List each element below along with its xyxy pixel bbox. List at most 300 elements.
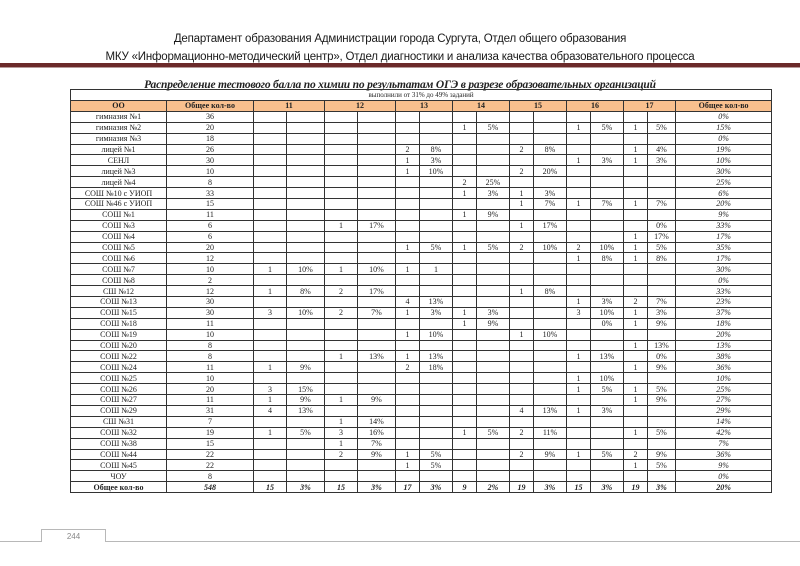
score-15-percent bbox=[534, 133, 567, 144]
score-15-count bbox=[510, 177, 534, 188]
table-row bbox=[71, 405, 772, 416]
col-header-12: 12 bbox=[325, 101, 396, 112]
score-13-count bbox=[396, 220, 420, 231]
score-15-percent bbox=[534, 340, 567, 351]
org-name: СОШ №46 с УИОП bbox=[71, 199, 167, 210]
score-14-count bbox=[453, 384, 477, 395]
score-16-percent: 5% bbox=[591, 384, 624, 395]
org-name: лицей №4 bbox=[71, 177, 167, 188]
table-row bbox=[71, 471, 772, 482]
score-15-count bbox=[510, 264, 534, 275]
org-name: лицей №3 bbox=[71, 166, 167, 177]
score-11-count: 1 bbox=[254, 395, 287, 406]
score-13-count bbox=[396, 231, 420, 242]
table-row bbox=[71, 318, 772, 329]
score-11-count bbox=[254, 460, 287, 471]
score-12-count bbox=[325, 209, 358, 220]
score-14-count: 1 bbox=[453, 427, 477, 438]
score-15-percent bbox=[534, 275, 567, 286]
score-15-count: 19 bbox=[510, 482, 534, 493]
score-17-count bbox=[624, 220, 648, 231]
score-15-count bbox=[510, 460, 534, 471]
score-14-count bbox=[453, 286, 477, 297]
score-14-percent bbox=[477, 362, 510, 373]
score-13-percent bbox=[420, 395, 453, 406]
score-12-percent bbox=[358, 111, 396, 122]
score-14-count bbox=[453, 253, 477, 264]
score-12-percent bbox=[358, 177, 396, 188]
score-11-percent bbox=[287, 166, 325, 177]
score-15-percent bbox=[534, 395, 567, 406]
score-17-percent: 13% bbox=[648, 340, 676, 351]
score-12-count bbox=[325, 318, 358, 329]
table-row bbox=[71, 122, 772, 133]
score-16-percent: 10% bbox=[591, 373, 624, 384]
student-count: 33 bbox=[167, 188, 254, 199]
score-11-count: 1 bbox=[254, 362, 287, 373]
score-15-percent: 8% bbox=[534, 144, 567, 155]
score-14-percent bbox=[477, 416, 510, 427]
score-12-count bbox=[325, 177, 358, 188]
score-11-count bbox=[254, 231, 287, 242]
score-17-count: 1 bbox=[624, 318, 648, 329]
score-14-percent bbox=[477, 155, 510, 166]
score-16-percent bbox=[591, 438, 624, 449]
org-name: СОШ №15 bbox=[71, 307, 167, 318]
score-13-percent: 3% bbox=[420, 482, 453, 493]
table-row bbox=[71, 286, 772, 297]
score-17-percent bbox=[648, 471, 676, 482]
score-11-percent bbox=[287, 144, 325, 155]
score-13-count bbox=[396, 405, 420, 416]
table-row bbox=[71, 362, 772, 373]
score-13-count bbox=[396, 416, 420, 427]
score-16-percent: 5% bbox=[591, 122, 624, 133]
overall-percent: 9% bbox=[676, 209, 772, 220]
score-12-percent bbox=[358, 209, 396, 220]
score-15-percent bbox=[534, 362, 567, 373]
score-11-percent bbox=[287, 220, 325, 231]
score-17-count: 1 bbox=[624, 362, 648, 373]
score-13-percent bbox=[420, 427, 453, 438]
score-13-count bbox=[396, 253, 420, 264]
overall-percent: 20% bbox=[676, 329, 772, 340]
score-15-percent: 10% bbox=[534, 329, 567, 340]
student-count: 15 bbox=[167, 199, 254, 210]
table-row bbox=[71, 416, 772, 427]
score-13-count: 1 bbox=[396, 351, 420, 362]
student-count: 7 bbox=[167, 416, 254, 427]
student-count: 11 bbox=[167, 362, 254, 373]
score-15-percent bbox=[534, 373, 567, 384]
score-14-count bbox=[453, 449, 477, 460]
student-count: 12 bbox=[167, 286, 254, 297]
org-name: СОШ №4 bbox=[71, 231, 167, 242]
score-16-count: 1 bbox=[567, 253, 591, 264]
score-11-percent: 10% bbox=[287, 264, 325, 275]
score-12-count: 2 bbox=[325, 307, 358, 318]
score-12-percent: 17% bbox=[358, 286, 396, 297]
score-12-percent: 3% bbox=[358, 482, 396, 493]
org-name: СОШ №3 bbox=[71, 220, 167, 231]
score-12-count: 15 bbox=[325, 482, 358, 493]
table-row bbox=[71, 242, 772, 253]
score-12-count: 1 bbox=[325, 264, 358, 275]
score-17-percent: 5% bbox=[648, 460, 676, 471]
score-16-percent: 3% bbox=[591, 297, 624, 308]
score-14-percent: 5% bbox=[477, 427, 510, 438]
score-12-percent bbox=[358, 275, 396, 286]
score-15-count bbox=[510, 438, 534, 449]
score-12-percent bbox=[358, 144, 396, 155]
score-13-count bbox=[396, 111, 420, 122]
score-17-count bbox=[624, 264, 648, 275]
score-14-percent bbox=[477, 438, 510, 449]
score-15-count bbox=[510, 340, 534, 351]
score-14-count bbox=[453, 405, 477, 416]
score-16-percent bbox=[591, 362, 624, 373]
score-13-percent: 18% bbox=[420, 362, 453, 373]
table-row bbox=[71, 307, 772, 318]
score-17-percent bbox=[648, 133, 676, 144]
score-14-percent bbox=[477, 253, 510, 264]
score-15-count bbox=[510, 373, 534, 384]
score-14-percent bbox=[477, 471, 510, 482]
score-12-percent: 16% bbox=[358, 427, 396, 438]
overall-percent: 36% bbox=[676, 362, 772, 373]
score-15-percent bbox=[534, 231, 567, 242]
score-11-count bbox=[254, 155, 287, 166]
score-12-count bbox=[325, 340, 358, 351]
score-15-percent bbox=[534, 297, 567, 308]
score-11-count bbox=[254, 199, 287, 210]
score-17-percent bbox=[648, 373, 676, 384]
score-13-count bbox=[396, 209, 420, 220]
score-17-percent bbox=[648, 329, 676, 340]
org-name: СОШ №22 bbox=[71, 351, 167, 362]
score-14-count bbox=[453, 395, 477, 406]
col-header-11: 11 bbox=[254, 101, 325, 112]
score-17-percent bbox=[648, 111, 676, 122]
table-row bbox=[71, 231, 772, 242]
score-13-percent bbox=[420, 111, 453, 122]
score-17-percent: 3% bbox=[648, 482, 676, 493]
score-13-percent bbox=[420, 209, 453, 220]
score-16-count bbox=[567, 231, 591, 242]
score-13-percent bbox=[420, 416, 453, 427]
score-11-count bbox=[254, 438, 287, 449]
score-13-percent bbox=[420, 122, 453, 133]
score-12-count bbox=[325, 133, 358, 144]
score-14-count bbox=[453, 144, 477, 155]
table-header-row bbox=[71, 101, 772, 112]
student-count: 8 bbox=[167, 471, 254, 482]
score-13-count: 2 bbox=[396, 144, 420, 155]
score-12-percent bbox=[358, 122, 396, 133]
score-11-count: 15 bbox=[254, 482, 287, 493]
score-13-percent bbox=[420, 438, 453, 449]
score-15-percent: 8% bbox=[534, 286, 567, 297]
score-15-count bbox=[510, 362, 534, 373]
overall-percent: 10% bbox=[676, 373, 772, 384]
score-13-count: 1 bbox=[396, 166, 420, 177]
score-16-count: 1 bbox=[567, 297, 591, 308]
score-11-percent bbox=[287, 155, 325, 166]
score-17-count bbox=[624, 351, 648, 362]
overall-percent: 25% bbox=[676, 177, 772, 188]
score-12-count bbox=[325, 373, 358, 384]
score-11-count bbox=[254, 275, 287, 286]
score-16-percent: 3% bbox=[591, 482, 624, 493]
score-14-count bbox=[453, 133, 477, 144]
score-15-percent: 13% bbox=[534, 405, 567, 416]
score-12-percent bbox=[358, 231, 396, 242]
score-12-percent: 7% bbox=[358, 307, 396, 318]
score-17-percent: 5% bbox=[648, 122, 676, 133]
score-12-count bbox=[325, 405, 358, 416]
score-14-count bbox=[453, 231, 477, 242]
score-15-percent bbox=[534, 307, 567, 318]
score-14-percent bbox=[477, 329, 510, 340]
score-17-percent bbox=[648, 188, 676, 199]
score-16-count: 15 bbox=[567, 482, 591, 493]
student-count: 15 bbox=[167, 438, 254, 449]
score-14-count bbox=[453, 275, 477, 286]
table-row bbox=[71, 438, 772, 449]
score-14-count bbox=[453, 362, 477, 373]
col-header-13: 13 bbox=[396, 101, 453, 112]
score-13-percent bbox=[420, 405, 453, 416]
score-11-percent bbox=[287, 275, 325, 286]
score-11-percent bbox=[287, 133, 325, 144]
score-11-percent: 9% bbox=[287, 362, 325, 373]
score-15-count bbox=[510, 384, 534, 395]
score-17-count: 1 bbox=[624, 122, 648, 133]
score-17-percent: 17% bbox=[648, 231, 676, 242]
score-11-count bbox=[254, 209, 287, 220]
student-count: 22 bbox=[167, 460, 254, 471]
score-17-percent: 3% bbox=[648, 155, 676, 166]
score-15-count bbox=[510, 209, 534, 220]
score-17-percent bbox=[648, 264, 676, 275]
score-14-percent bbox=[477, 231, 510, 242]
score-13-count bbox=[396, 340, 420, 351]
score-17-percent bbox=[648, 275, 676, 286]
score-13-percent bbox=[420, 199, 453, 210]
score-17-count bbox=[624, 416, 648, 427]
score-16-percent bbox=[591, 427, 624, 438]
score-11-percent: 8% bbox=[287, 286, 325, 297]
score-12-count bbox=[325, 155, 358, 166]
score-14-count bbox=[453, 166, 477, 177]
overall-percent: 0% bbox=[676, 111, 772, 122]
score-11-count bbox=[254, 297, 287, 308]
score-13-count bbox=[396, 318, 420, 329]
totals-row bbox=[71, 482, 772, 493]
score-17-count: 1 bbox=[624, 460, 648, 471]
score-12-percent: 9% bbox=[358, 449, 396, 460]
score-15-count bbox=[510, 253, 534, 264]
score-11-count bbox=[254, 449, 287, 460]
score-16-percent: 10% bbox=[591, 242, 624, 253]
score-17-count: 1 bbox=[624, 144, 648, 155]
org-name: СОШ №32 bbox=[71, 427, 167, 438]
table-row bbox=[71, 329, 772, 340]
page-number: 244 bbox=[41, 529, 106, 542]
col-header-overall: Общее кол-во bbox=[676, 101, 772, 112]
score-16-count bbox=[567, 111, 591, 122]
score-14-count bbox=[453, 351, 477, 362]
student-count: 20 bbox=[167, 242, 254, 253]
score-15-percent bbox=[534, 460, 567, 471]
overall-percent: 6% bbox=[676, 188, 772, 199]
score-15-count: 1 bbox=[510, 220, 534, 231]
score-17-percent: 9% bbox=[648, 362, 676, 373]
score-14-percent: 25% bbox=[477, 177, 510, 188]
score-13-count: 1 bbox=[396, 307, 420, 318]
score-13-count: 1 bbox=[396, 449, 420, 460]
score-12-percent: 9% bbox=[358, 395, 396, 406]
score-16-count: 1 bbox=[567, 384, 591, 395]
score-16-count bbox=[567, 166, 591, 177]
score-11-count: 1 bbox=[254, 264, 287, 275]
score-15-count: 4 bbox=[510, 405, 534, 416]
score-14-percent bbox=[477, 351, 510, 362]
score-16-percent bbox=[591, 166, 624, 177]
score-17-count bbox=[624, 177, 648, 188]
overall-percent: 37% bbox=[676, 307, 772, 318]
score-16-count bbox=[567, 438, 591, 449]
score-15-percent bbox=[534, 384, 567, 395]
score-16-percent bbox=[591, 177, 624, 188]
score-17-percent bbox=[648, 416, 676, 427]
score-11-percent bbox=[287, 297, 325, 308]
score-11-count: 1 bbox=[254, 286, 287, 297]
overall-percent: 25% bbox=[676, 384, 772, 395]
student-count: 18 bbox=[167, 133, 254, 144]
score-17-percent: 7% bbox=[648, 199, 676, 210]
score-12-percent bbox=[358, 329, 396, 340]
score-12-count bbox=[325, 231, 358, 242]
score-14-count bbox=[453, 155, 477, 166]
score-13-count bbox=[396, 373, 420, 384]
score-13-percent bbox=[420, 177, 453, 188]
table-row bbox=[71, 155, 772, 166]
student-count: 8 bbox=[167, 177, 254, 188]
score-11-count bbox=[254, 177, 287, 188]
score-13-percent: 3% bbox=[420, 155, 453, 166]
table-row bbox=[71, 220, 772, 231]
score-15-count bbox=[510, 318, 534, 329]
score-11-count bbox=[254, 253, 287, 264]
score-12-percent bbox=[358, 405, 396, 416]
score-13-count: 1 bbox=[396, 242, 420, 253]
score-12-percent bbox=[358, 297, 396, 308]
score-16-count: 1 bbox=[567, 155, 591, 166]
overall-percent: 35% bbox=[676, 242, 772, 253]
overall-percent: 30% bbox=[676, 166, 772, 177]
score-13-percent: 8% bbox=[420, 144, 453, 155]
score-11-count bbox=[254, 133, 287, 144]
score-14-count: 9 bbox=[453, 482, 477, 493]
overall-percent: 17% bbox=[676, 231, 772, 242]
table-row bbox=[71, 275, 772, 286]
score-11-percent bbox=[287, 329, 325, 340]
score-14-percent bbox=[477, 166, 510, 177]
score-12-count: 1 bbox=[325, 395, 358, 406]
overall-percent: 30% bbox=[676, 264, 772, 275]
org-name: гимназия №3 bbox=[71, 133, 167, 144]
score-13-count bbox=[396, 286, 420, 297]
score-14-percent: 5% bbox=[477, 122, 510, 133]
score-17-count: 1 bbox=[624, 427, 648, 438]
score-17-count bbox=[624, 286, 648, 297]
score-16-count: 3 bbox=[567, 307, 591, 318]
score-13-percent bbox=[420, 253, 453, 264]
score-14-percent bbox=[477, 449, 510, 460]
score-11-percent bbox=[287, 177, 325, 188]
student-count: 10 bbox=[167, 373, 254, 384]
score-13-count: 4 bbox=[396, 297, 420, 308]
score-14-count bbox=[453, 416, 477, 427]
score-14-percent: 3% bbox=[477, 307, 510, 318]
score-15-count bbox=[510, 416, 534, 427]
score-16-percent: 10% bbox=[591, 307, 624, 318]
table-row bbox=[71, 427, 772, 438]
student-count: 11 bbox=[167, 209, 254, 220]
org-name: гимназия №2 bbox=[71, 122, 167, 133]
org-name: СОШ №38 bbox=[71, 438, 167, 449]
score-13-percent: 1 bbox=[420, 264, 453, 275]
score-12-count bbox=[325, 122, 358, 133]
overall-percent: 29% bbox=[676, 405, 772, 416]
score-14-count: 1 bbox=[453, 122, 477, 133]
score-13-count bbox=[396, 384, 420, 395]
org-name: СОШ №45 bbox=[71, 460, 167, 471]
score-13-percent bbox=[420, 384, 453, 395]
overall-percent: 38% bbox=[676, 351, 772, 362]
score-14-percent: 5% bbox=[477, 242, 510, 253]
col-header-total: Общее кол-во bbox=[167, 101, 254, 112]
student-count: 10 bbox=[167, 329, 254, 340]
score-14-count bbox=[453, 460, 477, 471]
score-16-count bbox=[567, 177, 591, 188]
student-count: 30 bbox=[167, 307, 254, 318]
score-14-percent bbox=[477, 286, 510, 297]
score-15-count: 2 bbox=[510, 449, 534, 460]
score-14-percent bbox=[477, 133, 510, 144]
score-16-percent bbox=[591, 188, 624, 199]
score-15-percent: 20% bbox=[534, 166, 567, 177]
score-13-count: 1 bbox=[396, 329, 420, 340]
score-12-percent bbox=[358, 199, 396, 210]
score-13-percent: 5% bbox=[420, 242, 453, 253]
document-title: Распределение тестового балла по химии по результатам ОГЭ в разрезе образовательных организаций bbox=[144, 79, 656, 91]
score-12-count: 1 bbox=[325, 351, 358, 362]
footer-line bbox=[0, 541, 800, 542]
score-15-count: 1 bbox=[510, 329, 534, 340]
score-14-count bbox=[453, 220, 477, 231]
score-13-percent bbox=[420, 471, 453, 482]
score-16-count bbox=[567, 318, 591, 329]
score-14-count bbox=[453, 111, 477, 122]
score-11-count bbox=[254, 188, 287, 199]
score-16-count bbox=[567, 416, 591, 427]
score-12-percent bbox=[358, 133, 396, 144]
overall-percent: 14% bbox=[676, 416, 772, 427]
score-14-percent: 9% bbox=[477, 209, 510, 220]
score-14-percent bbox=[477, 395, 510, 406]
